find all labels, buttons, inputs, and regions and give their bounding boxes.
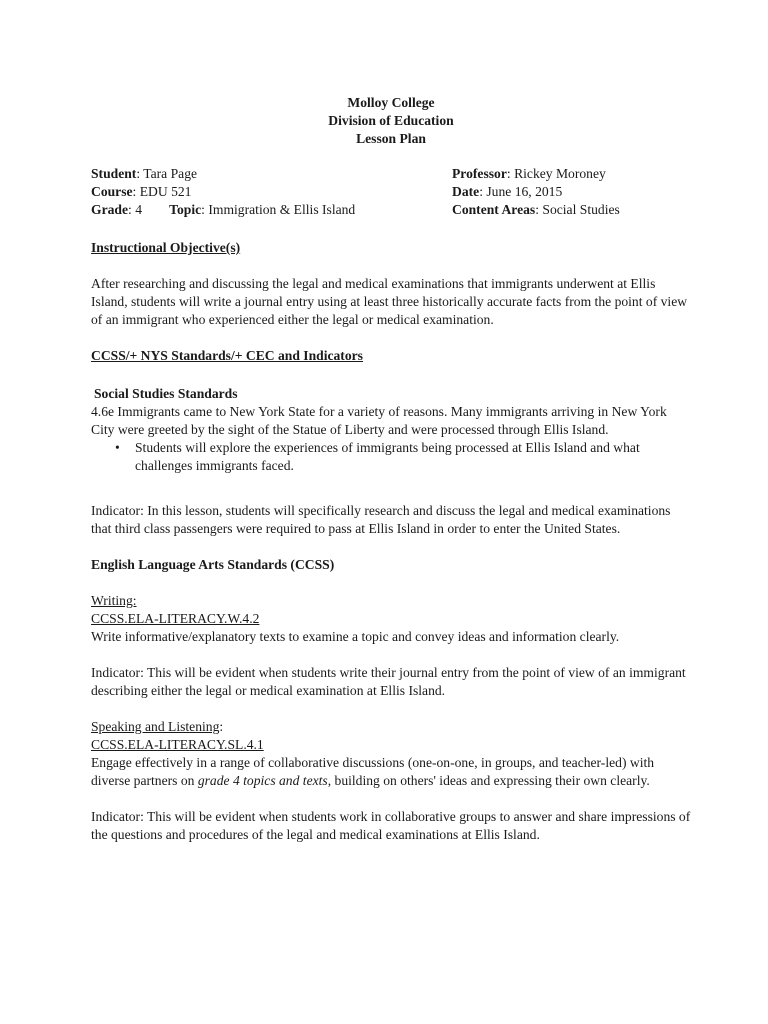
social-studies-text: 4.6e Immigrants came to New York State for a variety of reasons. Many immigrants arriving in New York City were greeted by the sight of the Statue of Liberty and were processed through Ellis Island. — [91, 404, 667, 437]
objective-heading: Instructional Objective(s) — [91, 240, 241, 255]
social-studies-indicator: Indicator: In this lesson, students will specifically research and discuss the legal and medical examinations that third class passengers were required to pass at Ellis Island in order to enter the United States. — [91, 503, 671, 536]
writing-standard-text: Write informative/explanatory texts to examine a topic and convey ideas and information clearly. — [91, 629, 620, 644]
division-name: Division of Education — [328, 113, 454, 128]
bullet-text: Students will explore the experiences of immigrants being processed at Ellis Island and what challenges immigrants faced. — [135, 440, 640, 473]
social-studies-bullets — [91, 439, 691, 475]
date-value: June 16, 2015 — [486, 184, 563, 199]
institution-name: Molloy College — [347, 95, 435, 110]
objective-text: After researching and discussing the legal and medical examinations that immigrants underwent at Ellis Island, students will write a journal entry using at least three historically accurate facts from the point of view of an immigrant who experienced either the legal or medical examination. — [91, 276, 688, 327]
document-type: Lesson Plan — [356, 131, 426, 146]
list-item — [115, 439, 691, 475]
speaking-standard-text: Engage effectively in a range of collaborative discussions (one-on-one, in groups, and teacher-led) with diverse partners on grade 4 topics and texts, building on others' ideas and expressing their own clearly. — [91, 755, 655, 788]
social-studies-heading: Social Studies Standards — [94, 386, 238, 401]
content-areas-label: Content Areas — [452, 202, 536, 217]
standards-heading: CCSS/+ NYS Standards/+ CEC and Indicators — [91, 348, 363, 363]
writing-label: Writing: — [91, 593, 137, 608]
speaking-label: Speaking and Listening — [91, 719, 220, 734]
date-label: Date — [452, 184, 480, 199]
course-label: Course — [91, 184, 133, 199]
speaking-standard-code: CCSS.ELA-LITERACY.SL.4.1 — [91, 737, 264, 752]
professor-value: Rickey Moroney — [514, 166, 606, 181]
content-areas-value: Social Studies — [542, 202, 620, 217]
speaking-label-line — [91, 718, 691, 736]
speaking-label-suffix: : — [219, 719, 224, 734]
writing-indicator: Indicator: This will be evident when students write their journal entry from the point of view of an immigrant describing either the legal or medical examination at Ellis Island. — [91, 665, 686, 698]
writing-standard-code: CCSS.ELA-LITERACY.W.4.2 — [91, 611, 260, 626]
document-header — [91, 94, 691, 148]
ela-heading: English Language Arts Standards (CCSS) — [91, 557, 335, 572]
speaking-indicator: Indicator: This will be evident when students work in collaborative groups to answer and share impressions of the questions and procedures of the legal and medical examinations at Ellis Island. — [91, 809, 691, 842]
topic-value: Immigration & Ellis Island — [208, 202, 356, 217]
bullet-icon: • — [115, 440, 120, 455]
student-value: Tara Page — [143, 166, 198, 181]
student-label: Student — [91, 166, 137, 181]
info-row: Student: Tara Page Professor: Rickey Moroney — [91, 166, 606, 181]
course-value: EDU 521 — [139, 184, 192, 199]
grade-label: Grade — [91, 202, 128, 217]
lesson-info-table — [91, 165, 691, 219]
topic-label: Topic — [169, 202, 202, 217]
lesson-plan-page — [91, 94, 691, 844]
professor-label: Professor — [452, 166, 507, 181]
info-row: Grade: 4 Topic: Immigration & Ellis Island Content Areas: Social Studies — [91, 202, 620, 217]
grade-value: 4 — [135, 202, 142, 217]
info-row: Course: EDU 521 Date: June 16, 2015 — [91, 184, 563, 199]
